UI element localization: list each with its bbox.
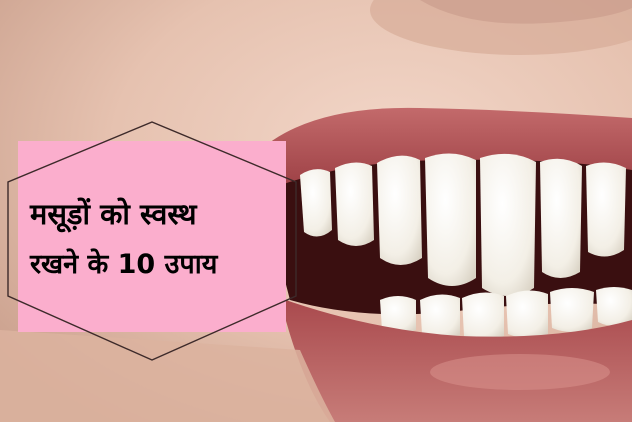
- label-box: [18, 141, 286, 332]
- title-line-2: रखने के 10 उपाय: [30, 249, 218, 280]
- title-line-1: मसूड़ों को स्वस्थ: [30, 197, 197, 231]
